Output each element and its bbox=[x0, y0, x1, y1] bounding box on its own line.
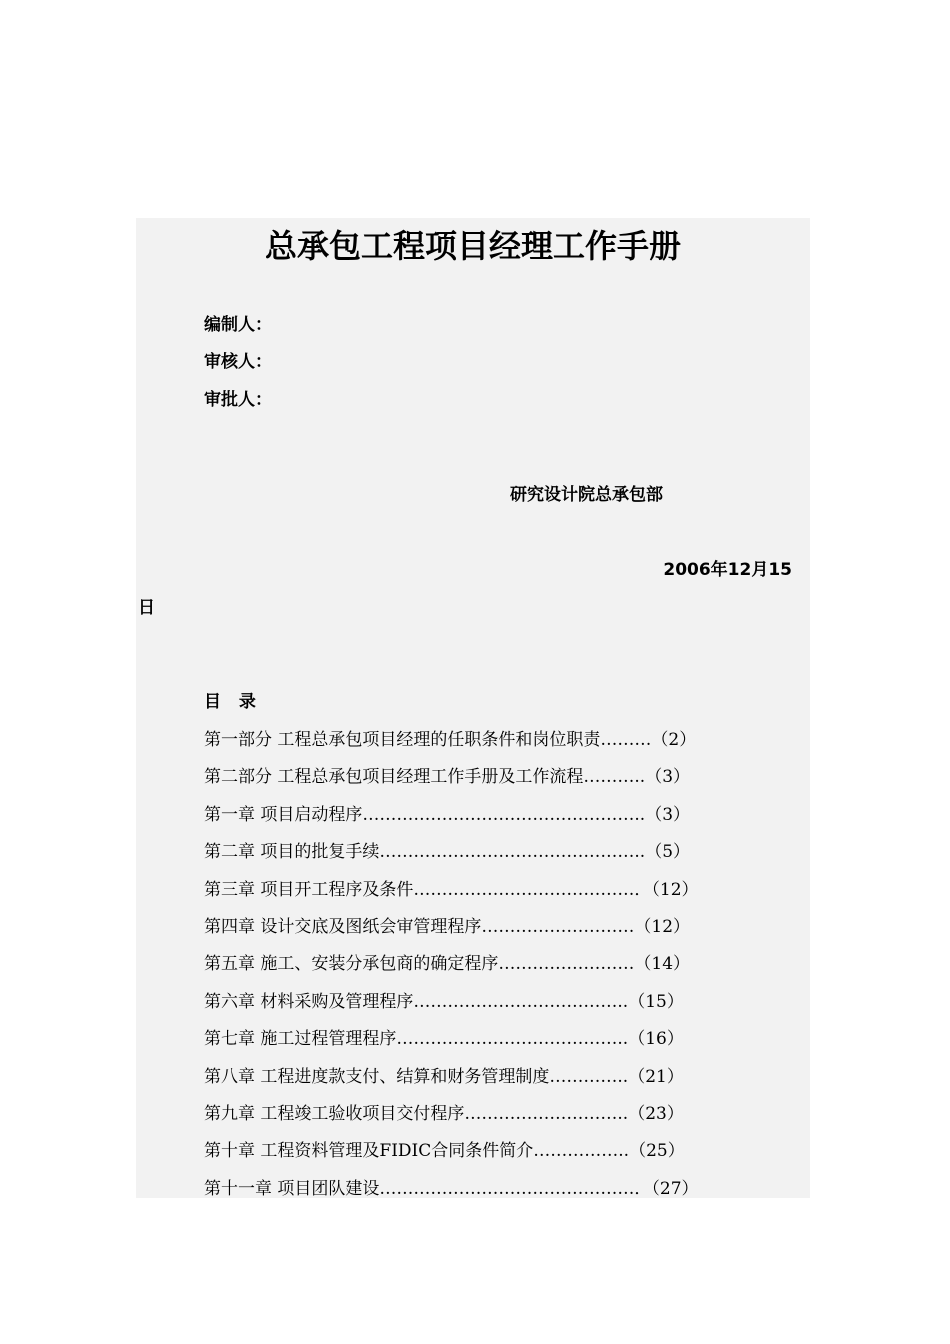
table-of-contents bbox=[204, 728, 764, 1214]
document-date: 2006年12月15 bbox=[663, 560, 792, 580]
toc-item: 第七章 施工过程管理程序…………………………………..（16） bbox=[204, 1029, 684, 1050]
toc-item: 第四章 设计交底及图纸会审管理程序………………………（12） bbox=[204, 916, 691, 937]
organization-name: 研究设计院总承包部 bbox=[510, 485, 663, 505]
toc-item: 第一章 项目启动程序…………………………………………..（3） bbox=[204, 804, 691, 825]
toc-heading: 目 录 bbox=[204, 692, 262, 712]
document-title: 总承包工程项目经理工作手册 bbox=[264, 227, 681, 265]
toc-item: 第九章 工程竣工验收项目交付程序………………………..（23） bbox=[204, 1103, 684, 1124]
toc-item: 第五章 施工、安装分承包商的确定程序……………………（14） bbox=[204, 954, 691, 975]
signature-approver: 审批人： bbox=[204, 390, 272, 410]
toc-item: 第八章 工程进度款支付、结算和财务管理制度…………..（21） bbox=[204, 1066, 684, 1087]
toc-item: 第十章 工程资料管理及FIDIC合同条件简介……………..（25） bbox=[204, 1141, 685, 1162]
toc-item: 第二章 项目的批复手续………………………………………..（5） bbox=[204, 842, 691, 863]
signature-reviewer: 审核人： bbox=[204, 352, 272, 372]
toc-item: 第一部分 工程总承包项目经理的任职条件和岗位职责………（2） bbox=[204, 730, 697, 750]
signature-compiler: 编制人： bbox=[204, 315, 272, 335]
toc-item: 第十一章 项目团队建设………………………………………．（27） bbox=[204, 1178, 699, 1199]
toc-item: 第三章 项目开工程序及条件…………………………………．（12） bbox=[204, 879, 699, 900]
toc-item: 第六章 材料采购及管理程序………………………………..（15） bbox=[204, 991, 684, 1012]
document-date-day: 日 bbox=[138, 598, 155, 618]
toc-item: 第二部分 工程总承包项目经理工作手册及工作流程………..（3） bbox=[204, 767, 691, 788]
